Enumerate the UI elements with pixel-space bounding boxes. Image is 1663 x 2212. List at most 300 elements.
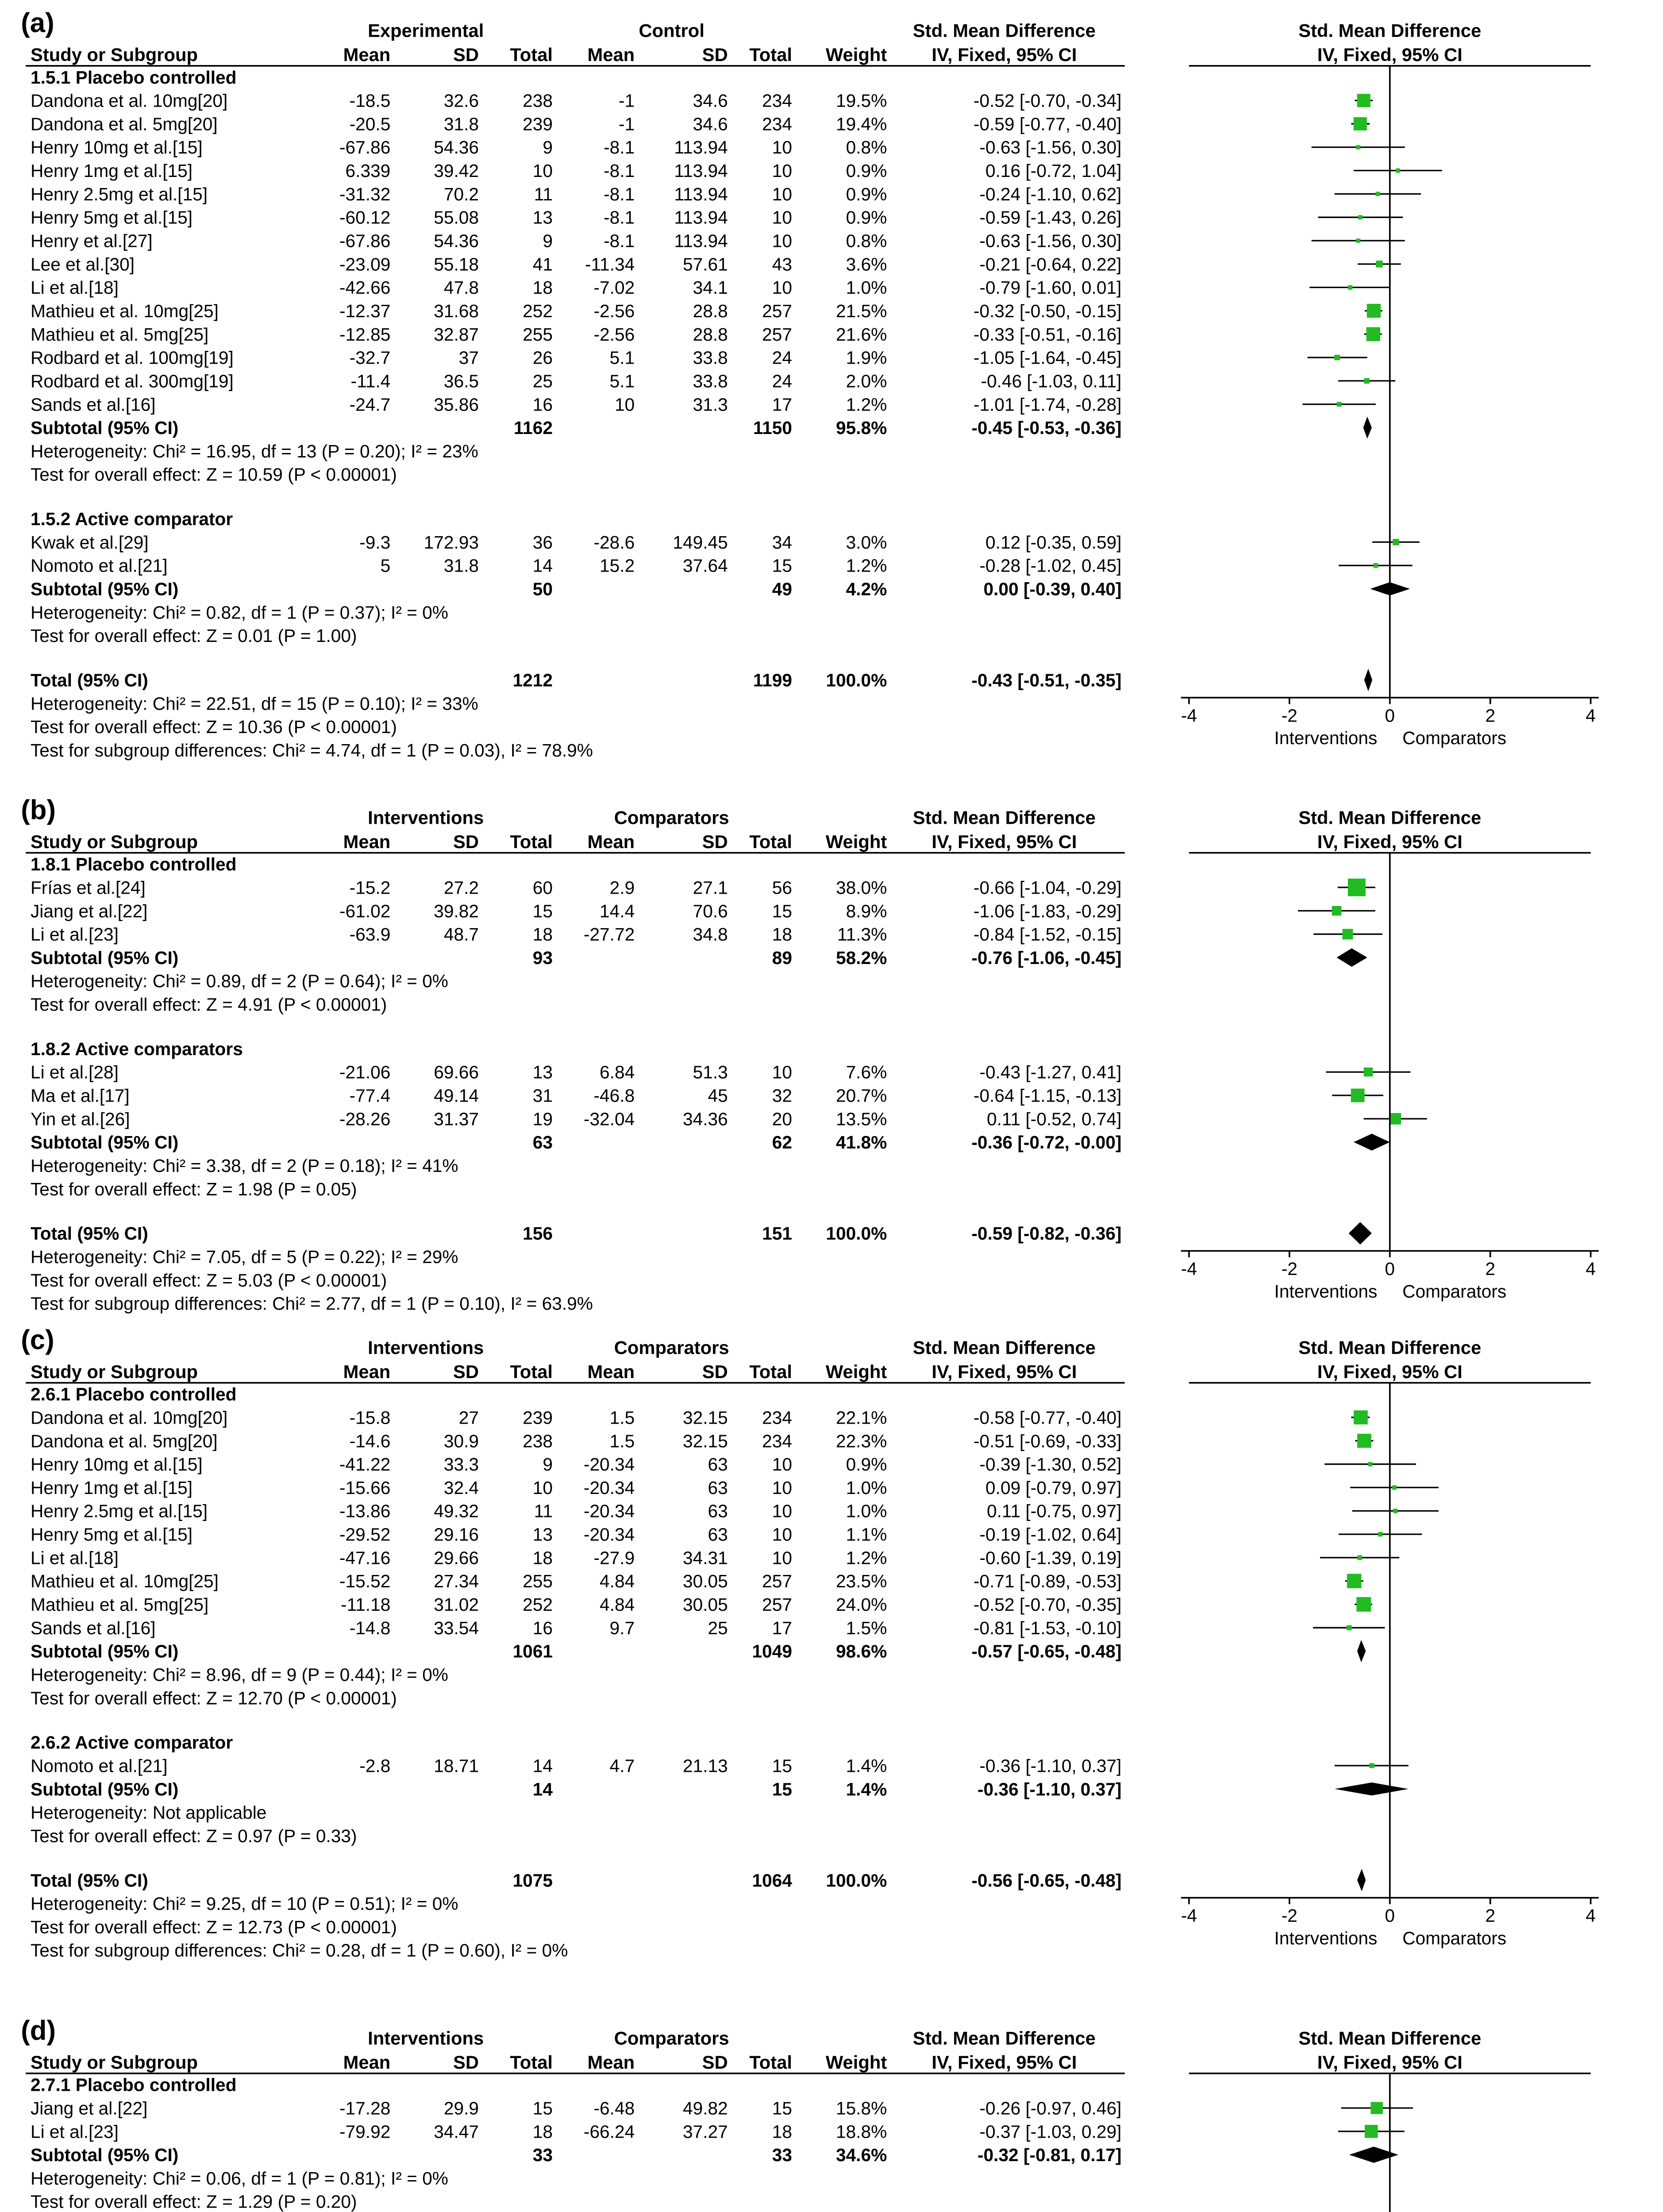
study-ci: 0.16 [-0.72, 1.04] (985, 161, 1122, 181)
point-estimate-marker (1396, 169, 1400, 173)
study-sd-2: 31.3 (693, 394, 728, 415)
study-sd-1: 31.8 (443, 114, 479, 134)
forest-panel (21, 795, 1599, 1313)
subgroup-title: 1.5.2 Active comparator (30, 509, 233, 530)
study-ci: 0.12 [-0.35, 0.59] (985, 532, 1122, 553)
study-mean-1: -31.32 (339, 184, 391, 204)
group-b-label: Comparators (614, 1337, 729, 1358)
study-ci: -0.26 [-0.97, 0.46] (979, 2098, 1122, 2119)
study-sd-1: 37 (458, 347, 479, 368)
study-mean-2: 1.5 (609, 1407, 635, 1428)
effect-header: Std. Mean Difference (912, 1337, 1096, 1358)
group-a-label: Experimental (368, 20, 484, 41)
subtotal-total-1: 1162 (513, 418, 553, 438)
x-tick-label: 4 (1586, 1905, 1596, 1926)
subtotal-diamond (1349, 2147, 1398, 2163)
study-name: Yin et al.[26] (30, 1109, 130, 1129)
subtotal-total-1: 50 (532, 579, 553, 599)
x-tick-label: -4 (1181, 705, 1197, 726)
group-b-label: Comparators (614, 2028, 729, 2049)
effect-header: Std. Mean Difference (912, 2028, 1096, 2049)
study-name: Henry 1mg et al.[15] (30, 161, 193, 181)
study-total-1: 252 (523, 1594, 553, 1615)
study-total-1: 31 (532, 1085, 553, 1106)
study-sd-2: 113.94 (674, 207, 728, 228)
study-sd-1: 54.36 (434, 137, 479, 158)
study-ci: -0.81 [-1.53, -0.10] (973, 1617, 1122, 1638)
study-name: Henry 5mg et al.[15] (30, 1524, 193, 1545)
study-ci: -0.58 [-0.77, -0.40] (973, 1407, 1122, 1428)
subtotal-weight: 1.4% (846, 1779, 887, 1800)
point-estimate-marker (1347, 1625, 1351, 1630)
study-mean-2: -20.34 (583, 1454, 635, 1475)
study-ci: -0.51 [-0.69, -0.33] (973, 1431, 1122, 1452)
study-mean-2: -8.1 (604, 137, 635, 158)
point-estimate-marker (1356, 1597, 1371, 1612)
study-sd-2: 32.15 (683, 1407, 728, 1428)
study-mean-2: -11.34 (585, 254, 635, 275)
subtotal-label: Subtotal (95% CI) (30, 579, 179, 599)
study-mean-1: -12.85 (339, 324, 391, 345)
study-total-2: 15 (772, 901, 793, 922)
total-column-header: Total (749, 1361, 793, 1382)
study-mean-2: -2.56 (593, 324, 635, 345)
point-estimate-marker (1334, 355, 1340, 360)
point-estimate-marker (1342, 929, 1353, 940)
sd-column-header: SD (453, 1361, 479, 1382)
heterogeneity-text: Heterogeneity: Chi² = 0.82, df = 1 (P = 0.37); I² = 0% (30, 602, 448, 623)
study-name: Li et al.[23] (30, 924, 119, 945)
study-mean-1: -60.12 (339, 207, 391, 228)
forest-panel (21, 2015, 1599, 2212)
effect-header: Std. Mean Difference (912, 20, 1096, 41)
point-estimate-marker (1357, 1434, 1371, 1448)
study-ci: 0.09 [-0.79, 0.97] (985, 1477, 1122, 1498)
study-mean-2: -6.48 (593, 2098, 635, 2119)
subtotal-total-1: 33 (532, 2145, 553, 2166)
subtotal-label: Subtotal (95% CI) (30, 418, 179, 438)
point-estimate-marker (1376, 192, 1380, 196)
total-weight: 100.0% (826, 670, 887, 691)
overall-effect-text: Test for overall effect: Z = 0.97 (P = 0.33) (30, 1825, 357, 1846)
study-ci: -0.37 [-1.03, 0.29] (979, 2121, 1122, 2142)
total-diamond (1364, 669, 1372, 691)
study-total-1: 26 (532, 347, 553, 368)
subgroup-title: 1.8.2 Active comparators (30, 1038, 243, 1059)
study-name: Kwak et al.[29] (30, 532, 149, 553)
study-mean-2: 5.1 (609, 371, 635, 392)
study-weight: 3.0% (846, 532, 887, 553)
subtotal-label: Subtotal (95% CI) (30, 947, 179, 968)
study-mean-1: -63.9 (349, 924, 391, 945)
study-mean-1: -24.7 (349, 394, 391, 415)
study-mean-2: -46.8 (593, 1085, 635, 1106)
total-ci: -0.59 [-0.82, -0.36] (971, 1223, 1122, 1244)
point-estimate-marker (1354, 117, 1367, 131)
study-total-2: 234 (762, 1407, 793, 1428)
study-name: Rodbard et al. 100mg[19] (30, 347, 234, 368)
footer-text: Heterogeneity: Chi² = 9.25, df = 10 (P = 0.51); I² = 0% (30, 1893, 458, 1914)
study-name: Li et al.[28] (30, 1062, 119, 1083)
study-total-2: 10 (772, 1477, 793, 1498)
total-column-header: Total (510, 44, 553, 65)
study-sd-2: 21.13 (683, 1755, 728, 1776)
point-estimate-marker (1332, 906, 1342, 916)
total-column-header: Total (749, 2051, 793, 2073)
panel-label: (c) (21, 1325, 54, 1356)
footer-text: Test for overall effect: Z = 10.36 (P < 0.00001) (30, 717, 397, 737)
study-weight: 20.7% (835, 1085, 887, 1106)
footer-text: Heterogeneity: Chi² = 22.51, df = 15 (P = 0.10); I² = 33% (30, 693, 478, 714)
study-sd-1: 49.14 (434, 1085, 479, 1106)
study-total-2: 15 (772, 1755, 793, 1776)
footer-text: Test for subgroup differences: Chi² = 2.77, df = 1 (P = 0.10), I² = 63.9% (30, 1293, 593, 1314)
plot-method-header: IV, Fixed, 95% CI (1317, 2051, 1463, 2073)
study-mean-1: -11.4 (350, 371, 391, 392)
study-ci: -0.21 [-0.64, 0.22] (979, 254, 1122, 275)
study-total-2: 257 (762, 324, 793, 345)
point-estimate-marker (1348, 285, 1352, 290)
subtotal-total-2: 15 (772, 1779, 793, 1800)
study-weight: 13.5% (835, 1109, 887, 1129)
study-mean-1: -15.8 (349, 1407, 391, 1428)
total-label: Total (95% CI) (30, 1870, 148, 1891)
footer-text: Heterogeneity: Chi² = 7.05, df = 5 (P = 0.22); I² = 29% (30, 1247, 458, 1267)
study-sd-1: 31.68 (434, 300, 479, 321)
study-weight: 1.2% (846, 1548, 887, 1568)
study-sd-2: 25 (708, 1617, 728, 1638)
mean-column-header: Mean (343, 831, 391, 852)
study-sd-1: 27.34 (434, 1571, 479, 1592)
study-sd-1: 29.9 (443, 2098, 479, 2119)
weight-column-header: Weight (825, 831, 887, 852)
study-weight: 3.6% (846, 254, 887, 275)
total-total-1: 1075 (512, 1870, 553, 1891)
study-mean-2: 2.9 (609, 877, 635, 898)
subtotal-weight: 95.8% (835, 418, 887, 438)
study-mean-1: -21.06 (339, 1062, 391, 1083)
study-total-1: 14 (532, 1755, 553, 1776)
study-total-1: 9 (543, 230, 553, 251)
study-sd-1: 31.37 (434, 1109, 479, 1129)
study-total-2: 18 (772, 924, 793, 945)
study-mean-1: 5 (380, 555, 391, 576)
study-sd-2: 28.8 (693, 324, 728, 345)
study-name: Ma et al.[17] (30, 1085, 130, 1106)
study-weight: 1.0% (846, 277, 887, 298)
subtotal-total-2: 1150 (753, 418, 793, 438)
heterogeneity-text: Heterogeneity: Chi² = 16.95, df = 13 (P = 0.20); I² = 23% (30, 441, 478, 461)
study-total-2: 17 (772, 394, 793, 415)
point-estimate-marker (1393, 539, 1399, 545)
study-sd-1: 33.3 (443, 1454, 479, 1475)
heterogeneity-text: Heterogeneity: Chi² = 0.06, df = 1 (P = 0.81); I² = 0% (30, 2168, 448, 2189)
study-sd-1: 55.18 (434, 254, 479, 275)
study-weight: 0.8% (846, 230, 887, 251)
study-total-1: 25 (532, 371, 553, 392)
subtotal-label: Subtotal (95% CI) (30, 1641, 179, 1662)
mean-column-header: Mean (587, 831, 635, 852)
footer-text: Test for subgroup differences: Chi² = 0.28, df = 1 (P = 0.60), I² = 0% (30, 1940, 568, 1961)
study-total-2: 43 (772, 254, 793, 275)
study-mean-1: -18.5 (349, 90, 391, 111)
x-tick-label: -2 (1281, 705, 1297, 726)
total-weight: 100.0% (826, 1223, 887, 1244)
effect-header: Std. Mean Difference (912, 807, 1096, 828)
study-weight: 1.4% (846, 1755, 887, 1776)
study-weight: 11.3% (837, 924, 887, 945)
study-total-2: 24 (772, 347, 793, 368)
weight-column-header: Weight (825, 1361, 887, 1382)
forest-panel (21, 8, 1599, 760)
study-sd-1: 48.7 (443, 924, 479, 945)
study-sd-2: 34.8 (693, 924, 728, 945)
study-total-2: 32 (772, 1085, 793, 1106)
study-weight: 21.6% (835, 324, 887, 345)
group-b-label: Control (639, 20, 704, 41)
point-estimate-marker (1376, 261, 1382, 267)
point-estimate-marker (1364, 378, 1370, 384)
study-name: Henry 10mg et al.[15] (30, 137, 203, 158)
study-ci: -0.39 [-1.30, 0.52] (979, 1454, 1122, 1475)
overall-effect-text: Test for overall effect: Z = 1.98 (P = 0.05) (30, 1179, 357, 1199)
point-estimate-marker (1393, 1509, 1397, 1513)
study-sd-2: 49.82 (683, 2098, 728, 2119)
subtotal-weight: 41.8% (835, 1132, 887, 1153)
subtotal-ci: -0.57 [-0.65, -0.48] (971, 1641, 1122, 1662)
study-sd-2: 33.8 (693, 347, 728, 368)
study-mean-1: -20.5 (349, 114, 391, 134)
study-mean-1: -23.09 (339, 254, 391, 275)
study-total-2: 10 (772, 277, 793, 298)
study-mean-1: -15.2 (349, 877, 391, 898)
method-header: IV, Fixed, 95% CI (932, 2051, 1077, 2073)
study-total-2: 257 (762, 1594, 793, 1615)
study-sd-1: 54.36 (434, 230, 479, 251)
subtotal-weight: 58.2% (835, 947, 887, 968)
total-total-2: 1064 (752, 1870, 793, 1891)
study-ci: -0.43 [-1.27, 0.41] (979, 1062, 1122, 1083)
study-name: Rodbard et al. 300mg[19] (30, 371, 234, 392)
forest-panel (21, 1325, 1599, 1960)
study-sd-1: 30.9 (443, 1431, 479, 1452)
study-name: Nomoto et al.[21] (30, 1755, 168, 1776)
panel-label: (a) (21, 8, 54, 38)
study-column-header: Study or Subgroup (30, 1361, 198, 1382)
point-estimate-marker (1347, 1574, 1362, 1588)
study-total-1: 9 (543, 137, 553, 158)
point-estimate-marker (1378, 1532, 1382, 1536)
study-weight: 24.0% (835, 1594, 887, 1615)
x-tick-label: 0 (1385, 1259, 1395, 1279)
study-mean-1: -14.6 (349, 1431, 391, 1452)
study-sd-2: 113.94 (674, 161, 728, 181)
subtotal-ci: -0.45 [-0.53, -0.36] (971, 418, 1122, 438)
x-tick-label: 0 (1385, 1905, 1395, 1926)
total-diamond (1357, 1869, 1366, 1891)
study-sd-1: 33.54 (434, 1617, 479, 1638)
study-name: Sands et al.[16] (30, 1617, 156, 1638)
subtotal-ci: -0.32 [-0.81, 0.17] (977, 2145, 1122, 2166)
total-column-header: Total (510, 831, 553, 852)
study-ci: 0.11 [-0.52, 0.74] (986, 1109, 1122, 1129)
study-mean-2: 14.4 (600, 901, 635, 922)
subtotal-ci: -0.36 [-0.72, -0.00] (971, 1132, 1122, 1153)
study-ci: -1.05 [-1.64, -0.45] (973, 347, 1122, 368)
study-mean-2: -8.1 (604, 207, 635, 228)
point-estimate-marker (1358, 215, 1363, 219)
study-weight: 19.5% (835, 90, 887, 111)
study-mean-1: -32.7 (349, 347, 391, 368)
study-name: Dandona et al. 5mg[20] (30, 114, 218, 134)
heterogeneity-text: Heterogeneity: Chi² = 0.89, df = 2 (P = 0.64); I² = 0% (30, 971, 448, 991)
axis-right-label: Comparators (1402, 1928, 1507, 1948)
study-weight: 0.8% (846, 137, 887, 158)
subtotal-ci: -0.76 [-1.06, -0.45] (971, 947, 1122, 968)
study-name: Mathieu et al. 5mg[25] (30, 1594, 209, 1615)
axis-left-label: Interventions (1274, 1928, 1378, 1948)
study-ci: -0.28 [-1.02, 0.45] (979, 555, 1122, 576)
total-label: Total (95% CI) (30, 670, 148, 691)
subtotal-diamond (1363, 417, 1372, 439)
subtotal-total-1: 14 (532, 1779, 553, 1800)
panel-label: (b) (21, 795, 56, 826)
study-mean-1: -29.52 (339, 1524, 391, 1545)
study-sd-1: 27.2 (443, 877, 479, 898)
study-column-header: Study or Subgroup (30, 44, 198, 65)
point-estimate-marker (1374, 563, 1378, 568)
point-estimate-marker (1351, 1089, 1365, 1102)
subtotal-ci: 0.00 [-0.39, 0.40] (983, 579, 1122, 599)
subgroup-title: 1.5.1 Placebo controlled (30, 67, 237, 88)
study-name: Sands et al.[16] (30, 394, 156, 415)
study-total-1: 11 (534, 184, 553, 204)
study-total-1: 11 (534, 1501, 553, 1521)
study-ci: -0.64 [-1.15, -0.13] (973, 1085, 1122, 1106)
subtotal-total-2: 1049 (752, 1641, 793, 1662)
point-estimate-marker (1357, 94, 1370, 107)
study-weight: 18.8% (835, 2121, 887, 2142)
study-weight: 15.8% (835, 2098, 887, 2119)
total-diamond (1349, 1222, 1372, 1244)
study-sd-2: 63 (708, 1454, 728, 1475)
study-mean-1: -28.26 (339, 1109, 391, 1129)
subgroup-title: 1.8.1 Placebo controlled (30, 854, 237, 875)
plot-effect-header: Std. Mean Difference (1298, 1337, 1482, 1358)
study-weight: 0.9% (846, 184, 887, 204)
study-weight: 1.2% (846, 555, 887, 576)
study-ci: -0.79 [-1.60, 0.01] (979, 277, 1122, 298)
study-total-2: 234 (762, 114, 793, 134)
study-mean-1: -61.02 (339, 901, 391, 922)
study-mean-2: -28.6 (593, 532, 635, 553)
study-sd-2: 51.3 (693, 1062, 728, 1083)
study-sd-2: 70.6 (693, 901, 728, 922)
study-name: Mathieu et al. 5mg[25] (30, 324, 209, 345)
study-total-1: 238 (523, 1431, 553, 1452)
study-total-1: 41 (532, 254, 553, 275)
study-name: Nomoto et al.[21] (30, 555, 168, 576)
study-mean-2: -27.9 (593, 1548, 635, 1568)
axis-left-label: Interventions (1274, 1281, 1378, 1302)
study-sd-2: 34.36 (683, 1109, 728, 1129)
subtotal-ci: -0.36 [-1.10, 0.37] (977, 1779, 1122, 1800)
subtotal-total-1: 93 (532, 947, 553, 968)
x-tick-label: 4 (1586, 705, 1596, 726)
study-total-2: 234 (762, 90, 793, 111)
study-total-2: 257 (762, 300, 793, 321)
study-sd-2: 45 (708, 1085, 728, 1106)
study-weight: 1.5% (846, 1617, 887, 1638)
heterogeneity-text: Heterogeneity: Not applicable (30, 1802, 267, 1823)
plot-method-header: IV, Fixed, 95% CI (1317, 831, 1463, 852)
subtotal-total-2: 89 (772, 947, 793, 968)
study-column-header: Study or Subgroup (30, 2051, 198, 2073)
study-mean-2: -2.56 (593, 300, 635, 321)
group-a-label: Interventions (368, 807, 484, 828)
point-estimate-marker (1356, 238, 1360, 243)
study-sd-2: 34.31 (683, 1548, 728, 1568)
total-ci: -0.56 [-0.65, -0.48] (971, 1870, 1122, 1891)
sd-column-header: SD (453, 44, 479, 65)
study-mean-2: 1.5 (609, 1431, 635, 1452)
plot-effect-header: Std. Mean Difference (1298, 2028, 1482, 2049)
study-weight: 38.0% (835, 877, 887, 898)
study-sd-2: 34.6 (693, 114, 728, 134)
subtotal-total-2: 33 (772, 2145, 793, 2166)
study-ci: -0.19 [-1.02, 0.64] (979, 1524, 1122, 1545)
study-total-1: 16 (532, 1617, 553, 1638)
mean-column-header: Mean (343, 2051, 391, 2073)
study-sd-1: 69.66 (434, 1062, 479, 1083)
study-total-1: 36 (532, 532, 553, 553)
study-mean-2: 9.7 (609, 1617, 635, 1638)
method-header: IV, Fixed, 95% CI (932, 44, 1077, 65)
study-mean-1: -13.86 (339, 1501, 391, 1521)
total-column-header: Total (510, 2051, 553, 2073)
study-ci: -0.33 [-0.51, -0.16] (973, 324, 1122, 345)
study-sd-1: 32.87 (434, 324, 479, 345)
study-name: Li et al.[18] (30, 277, 119, 298)
study-name: Dandona et al. 5mg[20] (30, 1431, 218, 1452)
study-mean-2: 5.1 (609, 347, 635, 368)
study-mean-2: -8.1 (604, 184, 635, 204)
study-sd-2: 113.94 (674, 184, 728, 204)
point-estimate-marker (1348, 879, 1366, 896)
subgroup-title: 2.6.2 Active comparator (30, 1732, 233, 1753)
study-total-2: 10 (772, 137, 793, 158)
study-mean-1: -47.16 (339, 1548, 391, 1568)
study-weight: 1.1% (846, 1524, 887, 1545)
study-ci: -0.84 [-1.52, -0.15] (973, 924, 1122, 945)
study-ci: -0.60 [-1.39, 0.19] (979, 1548, 1122, 1568)
study-ci: -0.36 [-1.10, 0.37] (979, 1755, 1122, 1776)
study-total-2: 18 (772, 2121, 793, 2142)
study-total-2: 10 (772, 184, 793, 204)
subtotal-diamond (1357, 1640, 1366, 1663)
study-mean-2: 4.84 (600, 1571, 635, 1592)
total-column-header: Total (510, 1361, 553, 1382)
subtotal-label: Subtotal (95% CI) (30, 1132, 179, 1153)
x-tick-label: 2 (1485, 1905, 1495, 1926)
study-sd-2: 27.1 (693, 877, 728, 898)
study-total-1: 16 (532, 394, 553, 415)
point-estimate-marker (1356, 145, 1360, 150)
study-sd-2: 63 (708, 1524, 728, 1545)
study-total-1: 15 (532, 2098, 553, 2119)
mean-column-header: Mean (587, 1361, 635, 1382)
study-total-1: 13 (532, 1524, 553, 1545)
